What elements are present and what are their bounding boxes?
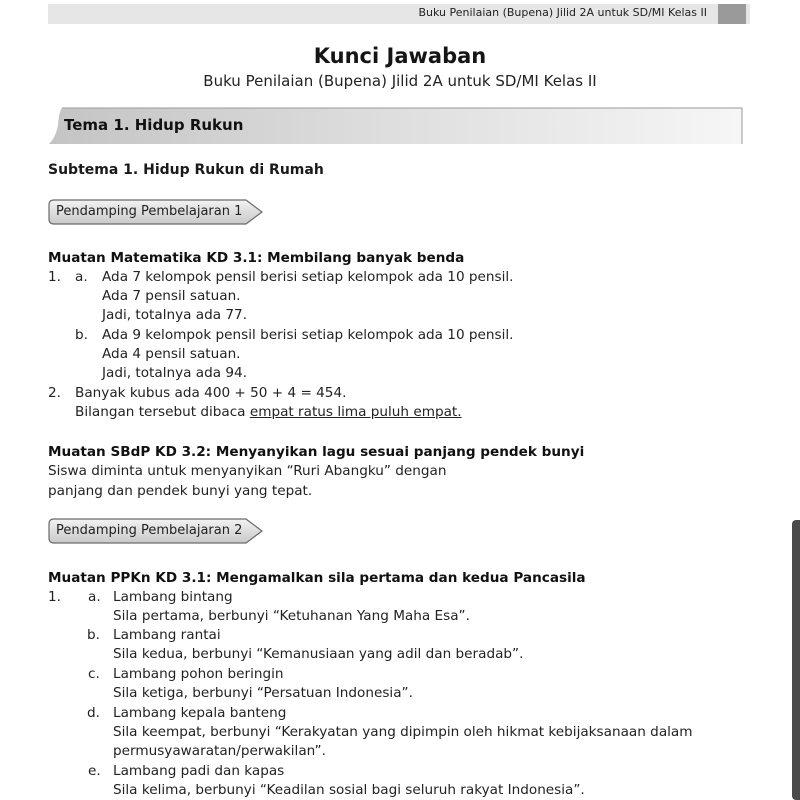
pendamping-2-label: Pendamping Pembelajaran 2 [56,523,243,538]
ppkn-item-a-desc: Sila pertama, berbunyi “Ketuhanan Yang Maha Esa”. [113,608,470,624]
tema-title: Tema 1. Hidup Rukun [64,116,244,134]
ppkn-heading: Muatan PPKn KD 3.1: Mengamalkan sila pertama dan kedua Pancasila [48,570,586,586]
ppkn-item-e-desc: Sila kelima, berbunyi “Keadilan sosial bagi seluruh rakyat Indonesia”. [113,782,585,798]
running-header-tab [718,4,746,24]
ppkn-item-a-letter: a. [88,589,101,605]
matematika-q1a-line2: Ada 7 pensil satuan. [102,288,241,304]
matematika-q1a-line1: Ada 7 kelompok pensil berisi setiap kelompok ada 10 pensil. [102,269,514,285]
ppkn-item-d-title: Lambang kepala banteng [113,705,287,721]
matematika-q1a-letter: a. [75,269,88,285]
ppkn-item-d-letter: d. [87,705,100,721]
matematika-q1b-line2: Ada 4 pensil satuan. [102,346,241,362]
ppkn-item-e-title: Lambang padi dan kapas [113,763,285,779]
vertical-scrollbar[interactable] [792,520,800,800]
page-title: Kunci Jawaban [313,44,487,68]
matematika-q2-line2 [75,403,462,422]
ppkn-item-c-desc: Sila ketiga, berbunyi “Persatuan Indonesia”. [113,685,413,701]
matematika-heading: Muatan Matematika KD 3.1: Membilang banyak benda [48,250,465,266]
pendamping-1-label: Pendamping Pembelajaran 1 [56,204,243,219]
ppkn-item-a-title: Lambang bintang [113,589,233,605]
ppkn-item-b-title: Lambang rantai [113,627,221,643]
matematika-q1b-letter: b. [75,327,88,343]
sbdp-line1: Siswa diminta untuk menyanyikan “Ruri Abangku” dengan [48,463,447,479]
matematika-q2-answer: empat ratus lima puluh empat. [249,404,462,420]
ppkn-item-c-title: Lambang pohon beringin [113,666,284,682]
ppkn-item-b-desc: Sila kedua, berbunyi “Kemanusiaan yang adil dan beradab”. [113,646,524,662]
matematika-q1b-line1: Ada 9 kelompok pensil berisi setiap kelompok ada 10 pensil. [102,327,514,343]
matematika-q1a-line3: Jadi, totalnya ada 77. [102,307,248,323]
sbdp-line2: panjang dan pendek bunyi yang tepat. [48,483,313,499]
matematika-q2-line1: Banyak kubus ada 400 + 50 + 4 = 454. [75,385,347,401]
ppkn-item-d-desc-continued: permusyawaratan/perwakilan”. [113,743,326,759]
page-subtitle: Buku Penilaian (Bupena) Jilid 2A untuk SD/MI Kelas II [203,72,597,90]
ppkn-q1-number: 1. [48,589,61,605]
matematika-q2-prefix: Bilangan tersebut dibaca [75,404,250,420]
matematika-q2-number: 2. [48,385,61,401]
matematika-q1-number: 1. [48,269,61,285]
sbdp-heading: Muatan SBdP KD 3.2: Menyanyikan lagu sesuai panjang pendek bunyi [48,444,585,460]
ppkn-item-d-desc: Sila keempat, berbunyi “Kerakyatan yang dipimpin oleh hikmat kebijaksanaan dalam [113,724,693,740]
ppkn-item-b-letter: b. [87,627,100,643]
subtema-title: Subtema 1. Hidup Rukun di Rumah [48,162,324,178]
running-header-title: Buku Penilaian (Bupena) Jilid 2A untuk SD/MI Kelas II [418,6,707,19]
matematika-q1b-line3: Jadi, totalnya ada 94. [102,365,248,381]
ppkn-item-e-letter: e. [88,763,101,779]
ppkn-item-c-letter: c. [88,666,100,682]
